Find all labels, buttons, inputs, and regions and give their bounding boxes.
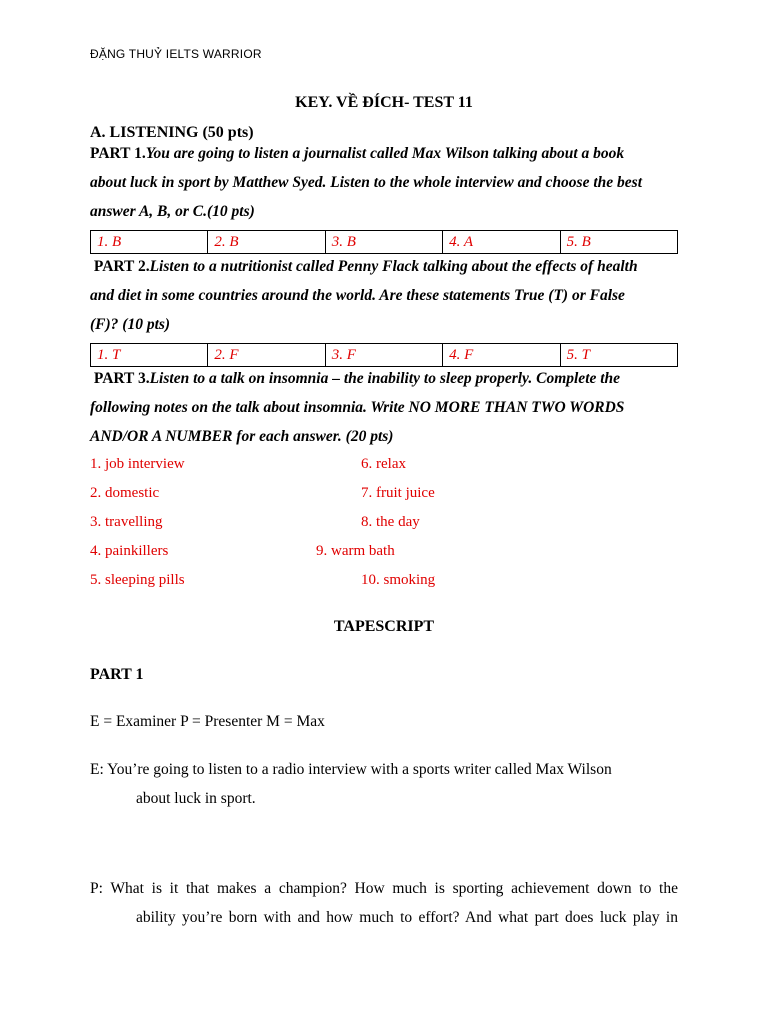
part3-line-2 — [90, 393, 690, 422]
speaker-legend: E = Examiner P = Presenter M = Max — [90, 713, 325, 730]
part1-instruction-1: You are going to listen a journalist called Max Wilson talking about a book — [145, 145, 625, 162]
part1-answer-2: 2. B — [208, 231, 325, 254]
part1-answer-5: 5. B — [560, 231, 677, 254]
part1-instructions — [90, 139, 690, 226]
part1-answer-3: 3. B — [325, 231, 442, 254]
part3-line-1 — [90, 364, 690, 393]
part3-answer-9: 9. warm bath — [316, 543, 395, 559]
part3-answer-1: 1. job interview — [90, 456, 185, 472]
part3-answer-3: 3. travelling — [90, 514, 163, 530]
part1-answer-table — [90, 230, 678, 254]
part3-instruction-1: Listen to a talk on insomnia – the inability to sleep properly. Complete the — [149, 370, 621, 387]
part2-instruction-1: Listen to a nutritionist called Penny Flack talking about the effects of health — [149, 258, 638, 275]
tapescript-heading: TAPESCRIPT — [333, 618, 435, 635]
examiner-line-1: E: You’re going to listen to a radio interview with a sports writer called Max Wilson — [90, 761, 612, 778]
part1-answer-1: 1. B — [91, 231, 208, 254]
part2-answer-2: 2. F — [208, 344, 325, 367]
part2-label: PART 2. — [93, 258, 150, 275]
section-heading-listening: A. LISTENING (50 pts) — [90, 124, 254, 141]
part2-instructions — [90, 252, 690, 339]
part1-line-1 — [90, 139, 690, 168]
part1-line-2 — [90, 168, 690, 197]
examiner-line-2: about luck in sport. — [136, 790, 256, 807]
table-row — [91, 231, 678, 254]
part1-answer-4: 4. A — [443, 231, 560, 254]
part2-answer-4: 4. F — [443, 344, 560, 367]
part2-answer-3: 3. F — [325, 344, 442, 367]
page-title: KEY. VỀ ĐÍCH- TEST 11 — [295, 94, 473, 111]
part2-instruction-2: and diet in some countries around the world. Are these statements True (T) or False — [90, 287, 625, 304]
part3-answer-6: 6. relax — [361, 456, 406, 472]
part1-label: PART 1. — [90, 145, 146, 162]
part3-instruction-2: following notes on the talk about insomnia. Write NO MORE THAN TWO WORDS — [90, 399, 625, 416]
part1-line-3 — [90, 197, 690, 226]
part2-line-3 — [90, 310, 690, 339]
presenter-line-2: ability you’re born with and how much to effort? And what part does luck play in — [136, 909, 678, 926]
part3-answer-8: 8. the day — [361, 514, 420, 530]
part1-instruction-2: about luck in sport by Matthew Syed. Listen to the whole interview and choose the best — [90, 174, 642, 191]
part3-line-3 — [90, 422, 690, 451]
part3-answer-4: 4. painkillers — [90, 543, 169, 559]
part2-answer-5: 5. T — [560, 344, 677, 367]
part3-answer-2: 2. domestic — [90, 485, 160, 501]
presenter-line-1: P: What is it that makes a champion? How much is sporting achievement down to the — [90, 880, 678, 897]
part3-answer-10: 10. smoking — [361, 572, 436, 588]
part3-answer-7: 7. fruit juice — [361, 485, 435, 501]
part2-instruction-3: (F)? (10 pts) — [90, 316, 171, 333]
part2-answer-1: 1. T — [91, 344, 208, 367]
tapescript-part-heading: PART 1 — [90, 666, 144, 683]
part3-answer-5: 5. sleeping pills — [90, 572, 185, 588]
part2-line-2 — [90, 281, 690, 310]
part2-line-1 — [90, 252, 690, 281]
part3-instructions — [90, 364, 690, 451]
part3-label: PART 3. — [93, 370, 150, 387]
document-header: ĐẶNG THUỶ IELTS WARRIOR — [90, 47, 262, 61]
part1-instruction-3: answer A, B, or C.(10 pts) — [90, 203, 255, 220]
part3-instruction-3: AND/OR A NUMBER for each answer. (20 pts) — [90, 428, 394, 445]
